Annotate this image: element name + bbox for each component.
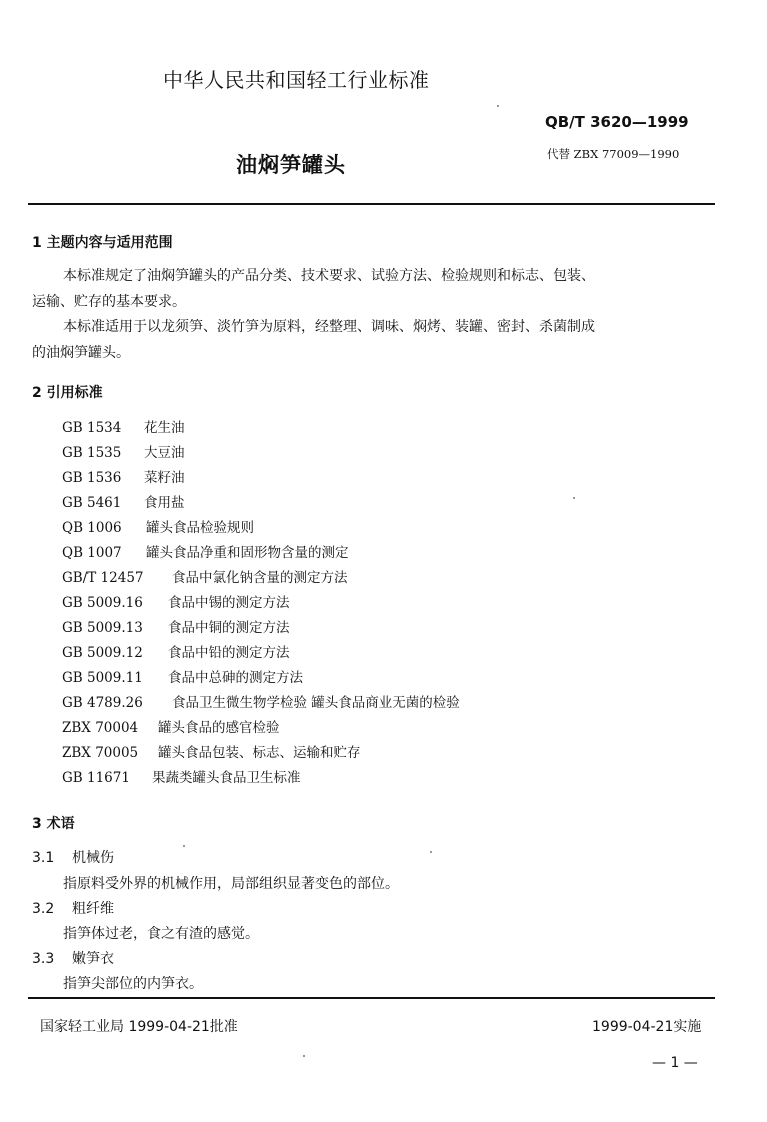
reference-title: 大豆油: [144, 445, 185, 461]
reference-item: [62, 766, 301, 786]
term-number: 3.2: [32, 901, 55, 917]
reference-title: 果蔬类罐头食品卫生标准: [152, 770, 301, 786]
term-definition: 指笋体过老，食之有渣的感觉。: [63, 926, 259, 942]
section-1-paragraph-2-line-2: 的油焖笋罐头。: [32, 345, 130, 361]
reference-code: QB 1007: [62, 545, 122, 561]
header-divider: [28, 203, 715, 205]
approval-note: 国家轻工业局 1999-04-21批准: [40, 1019, 238, 1035]
term-number: 3.1: [32, 850, 55, 866]
reference-item: [62, 666, 303, 686]
reference-item: [62, 716, 280, 736]
reference-item: [62, 741, 361, 761]
standard-number: QB/T 3620—1999: [545, 113, 689, 131]
scan-speck: [430, 851, 432, 853]
reference-item: [62, 491, 185, 511]
reference-title: 罐头食品检验规则: [146, 520, 254, 536]
reference-code: GB 1535: [62, 445, 122, 461]
term-definition: 指笋尖部位的内笋衣。: [63, 976, 203, 992]
effective-date: 1999-04-21实施: [592, 1019, 702, 1035]
reference-code: GB 5009.12: [62, 645, 143, 661]
scan-speck: [303, 1055, 305, 1057]
term-name: 机械伤: [72, 850, 114, 866]
reference-item: [62, 416, 185, 436]
scan-speck: [497, 105, 499, 107]
reference-title: 菜籽油: [144, 470, 185, 486]
reference-code: GB 5009.16: [62, 595, 143, 611]
section-1-paragraph-2-line-1: 本标准适用于以龙须笋、淡竹笋为原料，经整理、调味、焖烤、装罐、密封、杀菌制成: [63, 319, 595, 335]
replaces-standard: 代替 ZBX 77009—1990: [547, 147, 680, 161]
scan-speck: [573, 497, 575, 499]
reference-title: 食品中总砷的测定方法: [168, 670, 303, 686]
reference-title: 食品中铅的测定方法: [168, 645, 290, 661]
section-1-paragraph-1-line-1: 本标准规定了油焖笋罐头的产品分类、技术要求、试验方法、检验规则和标志、包装、: [63, 268, 595, 284]
reference-code: ZBX 70004: [62, 720, 139, 736]
reference-code: GB/T 12457: [62, 570, 144, 586]
reference-code: GB 5461: [62, 495, 122, 511]
reference-item: [62, 691, 460, 711]
scan-speck: [183, 845, 185, 847]
term-number: 3.3: [32, 951, 55, 967]
section-1-paragraph-1-line-2: 运输、贮存的基本要求。: [32, 294, 186, 310]
reference-title: 罐头食品的感官检验: [158, 720, 280, 736]
document-title: 油焖笋罐头: [236, 153, 346, 177]
term-name: 嫩笋衣: [72, 951, 114, 967]
section-3-heading: 3 术语: [32, 816, 75, 832]
reference-code: GB 5009.11: [62, 670, 143, 686]
page-number: — 1 —: [652, 1055, 698, 1071]
reference-code: GB 1534: [62, 420, 122, 436]
reference-item: [62, 641, 290, 661]
reference-title: 罐头食品包装、标志、运输和贮存: [158, 745, 361, 761]
term-heading: [32, 898, 114, 918]
term-name: 粗纤维: [72, 901, 114, 917]
reference-code: GB 11671: [62, 770, 130, 786]
section-1-heading: 1 主题内容与适用范围: [32, 235, 173, 251]
reference-item: [62, 566, 348, 586]
reference-code: GB 5009.13: [62, 620, 143, 636]
reference-item: [62, 466, 185, 486]
issuing-authority: 中华人民共和国轻工行业标准: [163, 68, 430, 92]
reference-title: 花生油: [144, 420, 185, 436]
reference-title: 食品卫生微生物学检验 罐头食品商业无菌的检验: [172, 695, 460, 711]
reference-code: GB 1536: [62, 470, 122, 486]
reference-title: 罐头食品净重和固形物含量的测定: [146, 545, 349, 561]
reference-item: [62, 541, 349, 561]
reference-item: [62, 616, 290, 636]
term-definition: 指原料受外界的机械作用，局部组织显著变色的部位。: [63, 876, 399, 892]
reference-code: ZBX 70005: [62, 745, 139, 761]
reference-item: [62, 516, 254, 536]
term-heading: [32, 847, 114, 867]
section-2-heading: 2 引用标准: [32, 385, 103, 401]
reference-title: 食品中氯化钠含量的测定方法: [172, 570, 348, 586]
reference-title: 食品中锡的测定方法: [168, 595, 290, 611]
reference-code: GB 4789.26: [62, 695, 143, 711]
reference-item: [62, 441, 185, 461]
reference-code: QB 1006: [62, 520, 122, 536]
footer-divider: [28, 997, 715, 999]
reference-title: 食品中铜的测定方法: [168, 620, 290, 636]
reference-item: [62, 591, 290, 611]
reference-title: 食用盐: [144, 495, 185, 511]
term-heading: [32, 948, 114, 968]
